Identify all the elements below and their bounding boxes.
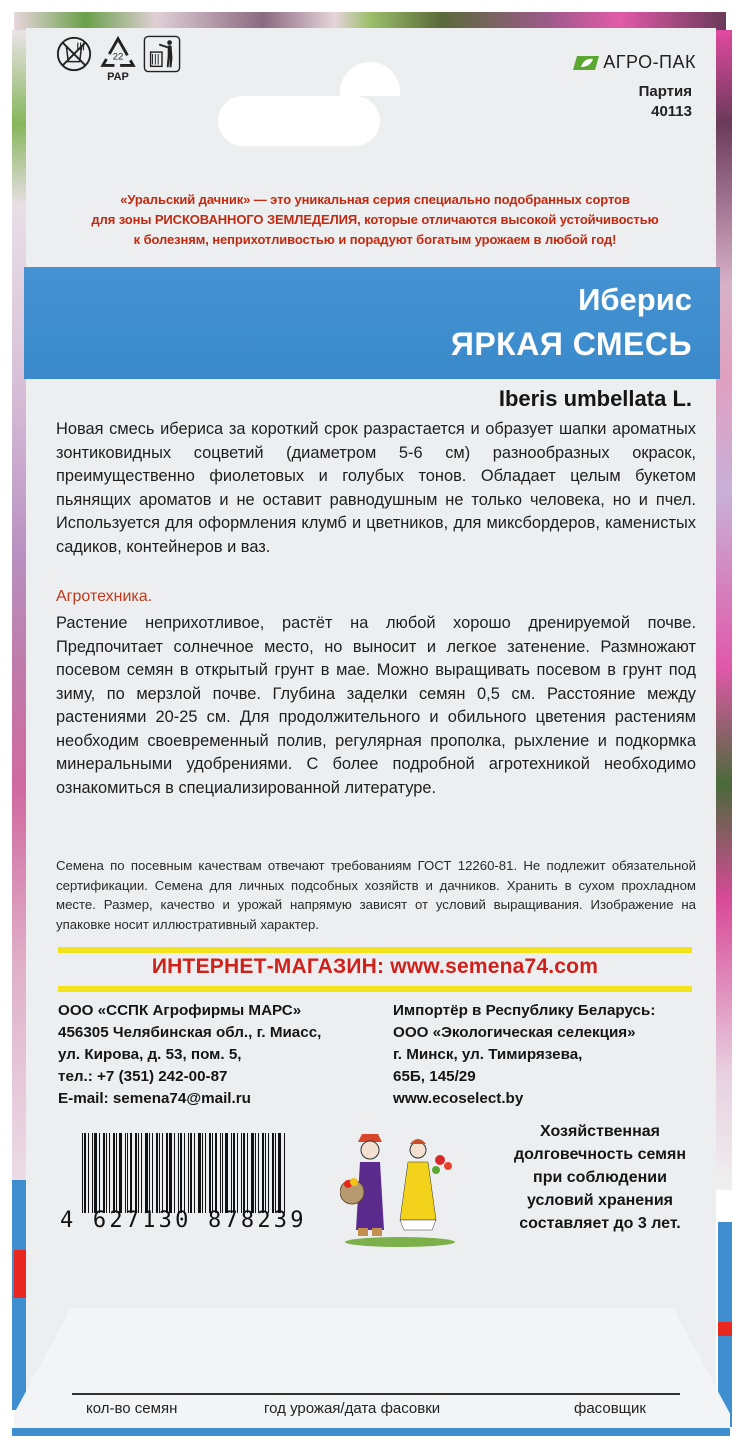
agrotech-text: Растение неприхотливое, растёт на любой хорошо дренируемой почве. Предпочитает солнечное место, но выносит и легкое затенение. Размножают посевом семян в открытый грунт в мае. Можно выращивать посевом в грунт под зиму, по мерзлой почве. Глубина заделки семян 0,5 см. Расстояние между растениями 20-25 см. Для продолжительного и обильного цветения растениям необходим своевременный полив, регулярная прополка, рыхление и подкормка минеральными удобрениями. С более подробной агротехникой необходимо ознакомиться в специализированной литературе. [56, 614, 696, 797]
barcode-bar [198, 1133, 201, 1213]
shop-stripe-top [58, 947, 692, 953]
packet-bottom-edge [12, 1428, 730, 1436]
importer-line: ООО «Экологическая селекция» [393, 1024, 636, 1041]
agrotech-heading: Агротехника. [56, 588, 153, 605]
shelf-life-line: Хозяйственная [540, 1123, 660, 1140]
barcode-bar [284, 1133, 285, 1213]
shop-stripe-bottom [58, 986, 692, 992]
packer-field: фасовщик [574, 1400, 646, 1417]
barcode-bar [190, 1133, 192, 1213]
svg-text:22: 22 [112, 51, 124, 63]
barcode-bar [138, 1133, 139, 1213]
barcode-bar [141, 1133, 142, 1213]
barcode-bar [272, 1133, 274, 1213]
producer-line: ООО «ССПК Агрофирмы МАРС» [58, 1002, 302, 1019]
batch-info [639, 82, 692, 122]
product-name: Иберис [578, 282, 692, 317]
packet-edge-red-right [718, 1322, 732, 1336]
barcode-bar [145, 1133, 148, 1213]
barcode-bar [113, 1133, 115, 1213]
barcode-bar [209, 1133, 211, 1213]
producer-email[interactable]: E-mail: semena74@mail.ru [58, 1090, 251, 1107]
barcode-bar [275, 1133, 276, 1213]
series-description [0, 190, 750, 250]
barcode-bar [162, 1133, 163, 1213]
barcode-bar [99, 1133, 100, 1213]
barcode-bar [265, 1133, 266, 1213]
shelf-life-note [480, 1120, 720, 1235]
barcode-bar [180, 1133, 182, 1213]
producer-address [58, 1000, 321, 1110]
barcode-bar [212, 1133, 213, 1213]
barcode-bar [194, 1133, 195, 1213]
barcode-bar [82, 1133, 83, 1213]
barcode-bar [125, 1133, 126, 1213]
barcode-bar [184, 1133, 185, 1213]
importer-website[interactable]: www.ecoselect.by [393, 1090, 524, 1107]
importer-line: 65Б, 145/29 [393, 1068, 476, 1085]
not-food-contact-icon [55, 35, 93, 73]
barcode-bar [149, 1133, 150, 1213]
barcode-bar [166, 1133, 168, 1213]
barcode-bar [169, 1133, 172, 1213]
barcode-bar [103, 1133, 105, 1213]
description-text: Новая смесь ибериса за короткий срок разрастается и образует шапки ароматных зонтиковидных соцветий (диаметром 5-6 см) разнообразных окрасок, преимущественно фиолетовых и голубых тонов. Обладает целым букетом пьянящих ароматов и не оставит равнодушным не только человека, но и пчел. Используется для оформления клумб и цветников, для миксбордеров, каменистых садиков, контейнеров и ваз. [56, 420, 696, 556]
barcode-bar [94, 1133, 97, 1213]
harvest-date-field: год урожая/дата фасовки [264, 1400, 441, 1417]
packet-edge-red-left [14, 1250, 26, 1298]
barcode-bar [88, 1133, 89, 1213]
shelf-life-line: при соблюдении [533, 1169, 667, 1186]
leaf-logo-icon [573, 54, 599, 72]
online-shop-link[interactable]: ИНТЕРНЕТ-МАГАЗИН: www.semena74.com [151, 955, 599, 978]
seed-count-field: кол-во семян [86, 1400, 178, 1417]
packaging-icons [55, 35, 181, 83]
importer-address [393, 1000, 655, 1110]
brand-name: АГРО-ПАК [603, 52, 696, 72]
barcode-bar [152, 1133, 153, 1213]
pap-label: PAP [107, 71, 129, 83]
barcode-number: 4 627130 878239 [60, 1208, 307, 1233]
shelf-life-line: долговечность семян [514, 1146, 686, 1163]
importer-line: Импортёр в Республику Беларусь: [393, 1002, 656, 1019]
batch-number: 40113 [651, 103, 692, 120]
barcode-bar [243, 1133, 245, 1213]
series-line: к болезням, неприхотливостью и порадуют богатым урожаем в любой год! [133, 232, 617, 247]
signature-line [72, 1393, 680, 1395]
barcode-bar [116, 1133, 117, 1213]
barcode-bar [258, 1133, 259, 1213]
hang-hole [218, 96, 380, 146]
series-line: для зоны РИСКОВАННОГО ЗЕМЛЕДЕЛИЯ, которые отличаются высокой устойчивостью [91, 212, 659, 227]
producer-line: 456305 Челябинская обл., г. Миасс, [58, 1024, 322, 1041]
batch-label: Партия [638, 83, 692, 100]
recycle-icon [99, 35, 137, 73]
barcode-bar [130, 1133, 132, 1213]
barcode-bar [215, 1133, 217, 1213]
barcode-bar [178, 1133, 179, 1213]
barcode-bar [109, 1133, 110, 1213]
shelf-life-line: условий хранения [526, 1192, 674, 1209]
legal-text: Семена по посевным качествам отвечают требованиям ГОСТ 12260-81. Не подлежит обязательной сертификации. Семена для личных подсобных хозяйств и дачников. Хранить в сухом прохладном месте. Размер, качество и урожай напрямую зависят от условий выращивания. Изображение на упаковке носит иллюстративный характер. [56, 858, 696, 932]
barcode-bar [127, 1133, 128, 1213]
barcode-bar [119, 1133, 122, 1213]
series-line: «Уральский дачник» — это уникальная серия специально подобранных сортов [120, 192, 630, 207]
recycle-pap-mark [99, 35, 137, 83]
barcode-bar [251, 1133, 254, 1213]
producer-line: ул. Кирова, д. 53, пом. 5, [58, 1046, 242, 1063]
trash-bin-icon [143, 35, 181, 73]
barcode-bar [156, 1133, 158, 1213]
barcode-bar [205, 1133, 206, 1213]
producer-phone: тел.: +7 (351) 242-00-87 [58, 1068, 228, 1085]
barcode-bar [135, 1133, 137, 1213]
barcode-bar [247, 1133, 248, 1213]
brand-logo [573, 52, 696, 73]
farmer-couple-illustration [340, 1120, 470, 1250]
barcode-bar [188, 1133, 189, 1213]
barcode-bar [222, 1133, 223, 1213]
barcode-bar [241, 1133, 242, 1213]
barcode-bar [262, 1133, 264, 1213]
barcode-bar [278, 1133, 281, 1213]
barcode [82, 1133, 314, 1213]
barcode-bar [220, 1133, 221, 1213]
barcode-bar [231, 1133, 232, 1213]
barcode-bar [233, 1133, 235, 1213]
barcode-bar [255, 1133, 256, 1213]
barcode-bar [225, 1133, 228, 1213]
barcode-bar [202, 1133, 203, 1213]
barcode-bar [174, 1133, 175, 1213]
latin-name: Iberis umbellata L. [498, 386, 692, 411]
barcode-bar [237, 1133, 238, 1213]
barcode-bar [159, 1133, 160, 1213]
importer-line: г. Минск, ул. Тимирязева, [393, 1046, 583, 1063]
barcode-bar [268, 1133, 269, 1213]
shelf-life-line: составляет до 3 лет. [519, 1215, 681, 1232]
variety-name: ЯРКАЯ СМЕСЬ [450, 326, 692, 362]
barcode-bar [106, 1133, 107, 1213]
barcode-bar [92, 1133, 93, 1213]
barcode-bar [84, 1133, 86, 1213]
